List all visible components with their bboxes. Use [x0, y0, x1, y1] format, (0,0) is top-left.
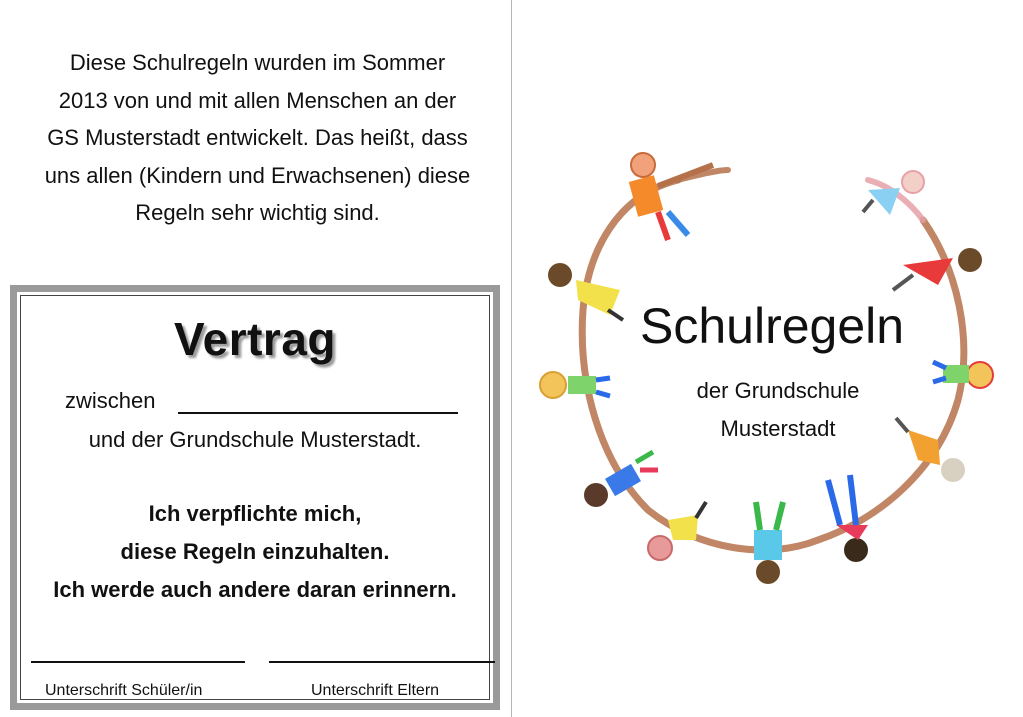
child-drawing	[754, 502, 783, 584]
contract-box	[10, 285, 500, 710]
page-divider	[511, 0, 512, 717]
student-signature-label: Unterschrift Schüler/in	[45, 682, 203, 699]
intro-line: uns allen (Kindern und Erwachsenen) diese	[44, 162, 471, 188]
contract-inner-frame	[20, 295, 490, 700]
intro-paragraph	[10, 44, 505, 232]
booklet-subtitle	[640, 372, 916, 448]
student-signature-line[interactable]	[31, 661, 245, 663]
contract-between-label: zwischen	[65, 388, 156, 413]
subtitle-line: Musterstadt	[720, 416, 836, 441]
child-drawing	[584, 452, 658, 507]
contract-school-line: und der Grundschule Musterstadt.	[88, 427, 422, 452]
pledge-line: Ich werde auch andere daran erinnern.	[53, 577, 457, 602]
child-drawing	[648, 502, 706, 560]
intro-line: 2013 von und mit allen Menschen an der	[58, 87, 457, 113]
parents-signature-line[interactable]	[269, 661, 495, 663]
child-drawing	[893, 248, 982, 290]
intro-line: GS Musterstadt entwickelt. Das heißt, dass	[47, 125, 468, 150]
child-drawing	[629, 153, 713, 240]
booklet-title: Schulregeln	[640, 298, 905, 354]
pledge-line: Ich verpflichte mich,	[148, 501, 362, 526]
pledge-line: diese Regeln einzuhalten.	[120, 539, 390, 564]
intro-line: Regeln sehr wichtig sind.	[135, 200, 380, 225]
contract-title: Vertrag	[173, 313, 337, 365]
intro-line: Diese Schulregeln wurden im Sommer	[69, 50, 446, 75]
contract-pledge	[21, 495, 489, 609]
name-fill-line[interactable]	[178, 412, 458, 414]
parents-signature-label: Unterschrift Eltern	[311, 682, 440, 699]
child-drawing	[540, 372, 610, 398]
subtitle-line: der Grundschule	[696, 378, 860, 403]
arms-circle	[582, 170, 964, 550]
